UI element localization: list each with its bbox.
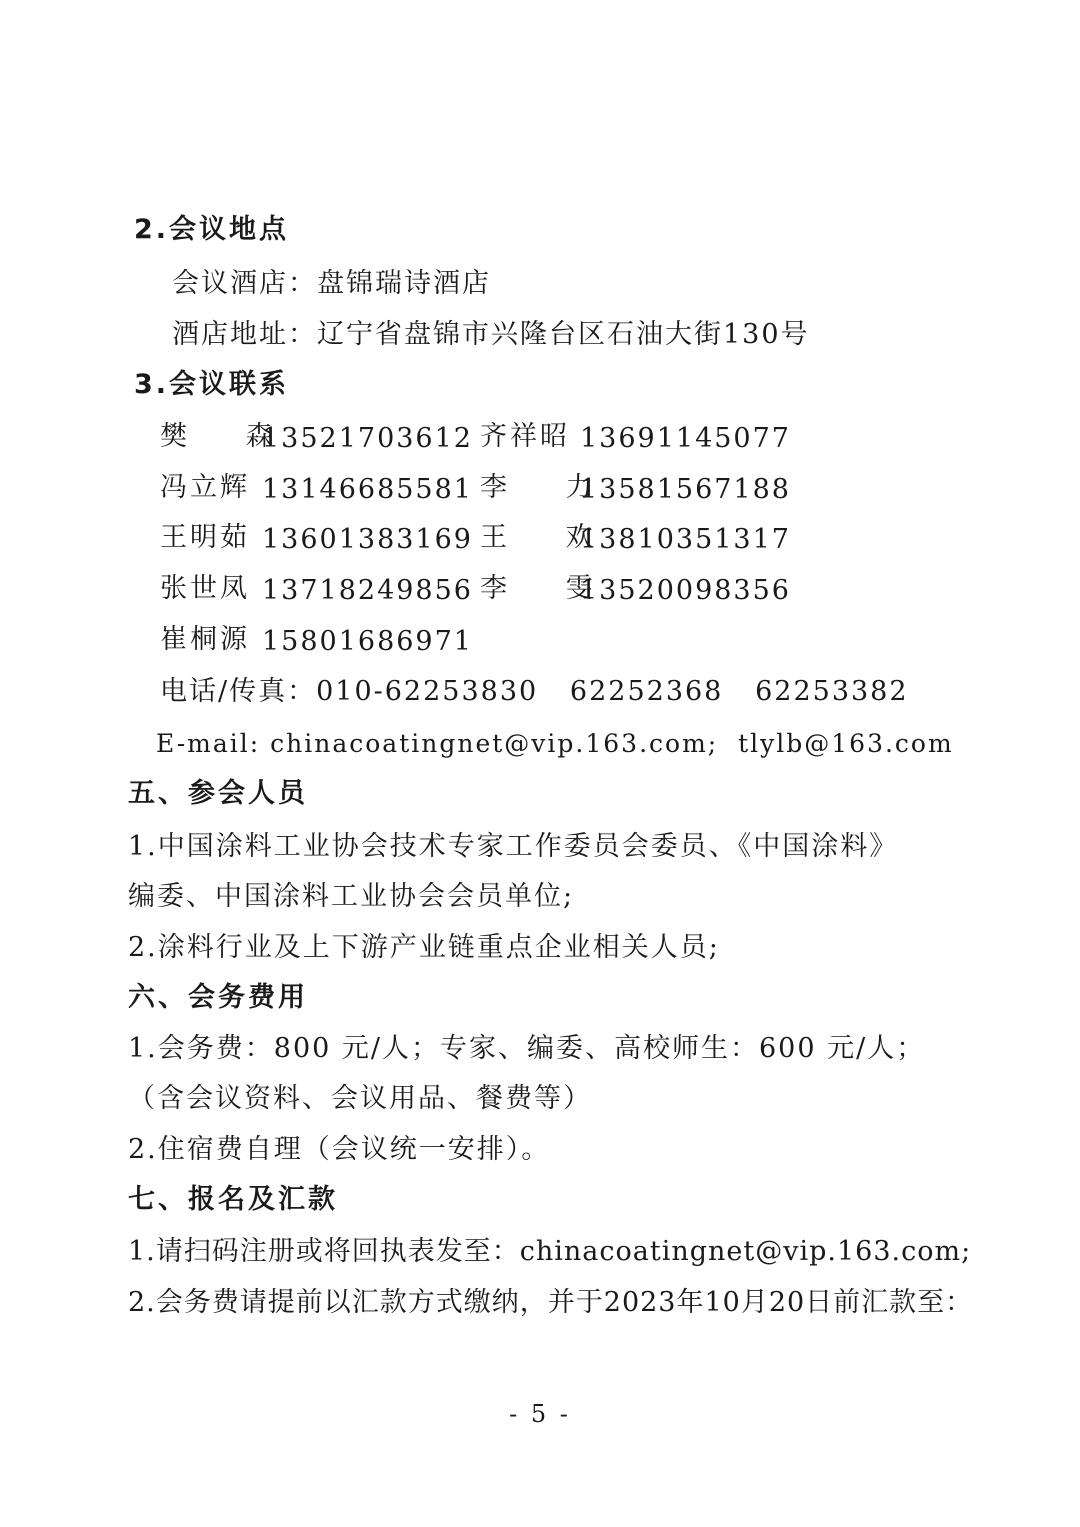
tel-fax-line: 电话/传真：010-62253830 62252368 62253382 xyxy=(160,676,909,707)
contact-name: 齐祥昭 xyxy=(480,421,570,452)
contact-phone: 13520098356 xyxy=(580,575,791,606)
contact-name: 李 雯 xyxy=(480,573,618,604)
fees-item-2: 2.住宿费自理（会议统一安排）。 xyxy=(128,1134,551,1165)
attendees-item-1a: 1.中国涂料工业协会技术专家工作委员会委员、《中国涂料》 xyxy=(128,831,899,862)
attendees-item-2: 2.涂料行业及上下游产业链重点企业相关人员; xyxy=(128,932,720,963)
contact-name: 张世凤 xyxy=(160,573,250,604)
contact-phone: 13521703612 xyxy=(262,423,473,454)
section-heading-registration: 七、报名及汇款 xyxy=(128,1184,338,1215)
contact-name: 冯立辉 xyxy=(160,472,250,503)
contact-name: 王 欢 xyxy=(480,522,618,553)
contact-phone: 13718249856 xyxy=(262,575,473,606)
contact-phone: 13146685581 xyxy=(262,474,473,505)
address-line: 酒店地址：辽宁省盘锦市兴隆台区石油大街130号 xyxy=(172,319,810,350)
hotel-line: 会议酒店：盘锦瑞诗酒店 xyxy=(172,268,491,299)
contact-phone: 13810351317 xyxy=(580,524,791,555)
contact-phone: 15801686971 xyxy=(262,626,473,657)
page-number: - 5 - xyxy=(509,1400,571,1428)
section-heading-attendees: 五、参会人员 xyxy=(128,778,308,809)
contact-phone: 13581567188 xyxy=(580,474,791,505)
registration-item-2: 2.会务费请提前以汇款方式缴纳，并于2023年10月20日前汇款至： xyxy=(128,1287,974,1318)
fees-item-1a: 1.会务费：800 元/人；专家、编委、高校师生：600 元/人； xyxy=(128,1033,926,1064)
section-heading-fees: 六、会务费用 xyxy=(128,982,308,1013)
contact-name: 樊 森 xyxy=(160,421,298,452)
fees-item-1b: （含会议资料、会议用品、餐费等） xyxy=(128,1083,592,1114)
section-heading-venue: 2.会议地点 xyxy=(134,214,290,245)
contact-phone: 13601383169 xyxy=(262,524,473,555)
section-heading-contacts: 3.会议联系 xyxy=(134,369,290,400)
contact-name: 崔桐源 xyxy=(160,624,250,655)
contact-name: 王明茹 xyxy=(160,522,250,553)
contact-name: 李 力 xyxy=(480,472,618,503)
email-line: E-mail: chinacoatingnet@vip.163.com; tlylb@163.com xyxy=(156,729,954,758)
attendees-item-1b: 编委、中国涂料工业协会会员单位; xyxy=(128,881,575,912)
registration-item-1: 1.请扫码注册或将回执表发至：chinacoatingnet@vip.163.com; xyxy=(128,1236,972,1267)
contact-phone: 13691145077 xyxy=(580,423,791,454)
